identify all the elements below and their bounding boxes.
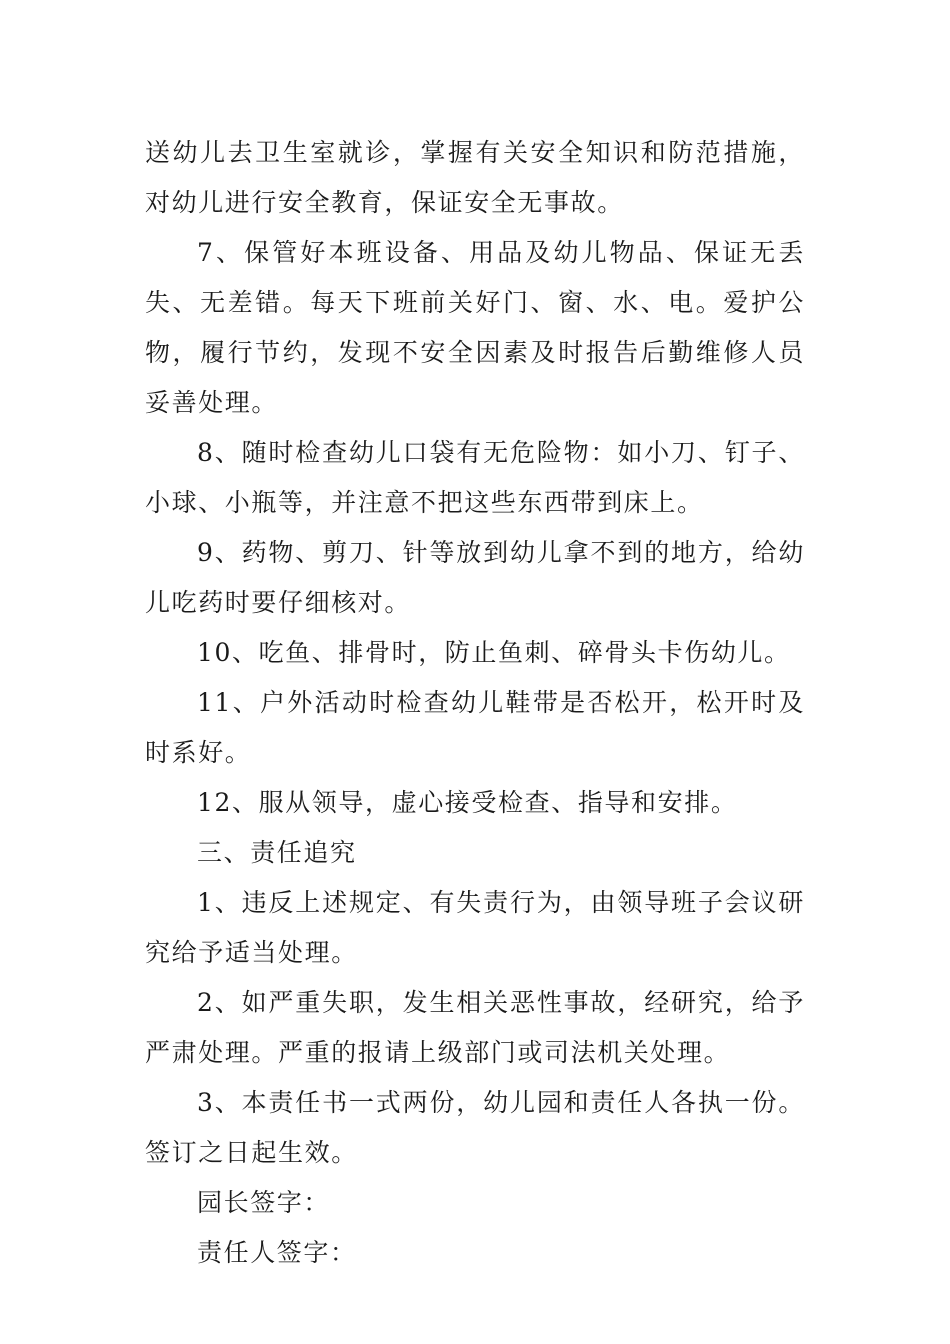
clause-7: 7、保管好本班设备、用品及幼儿物品、保证无丢失、无差错。每天下班前关好门、窗、水、电。爱护公物，履行节约，发现不安全因素及时报告后勤维修人员妥善处理。	[145, 238, 805, 417]
liability-clause-3: 3、本责任书一式两份，幼儿园和责任人各执一份。签订之日起生效。	[145, 1088, 805, 1167]
liability-clause-2: 2、如严重失职，发生相关恶性事故，经研究，给予严肃处理。严重的报请上级部门或司法机关处理。	[145, 988, 805, 1067]
clause-8: 8、随时检查幼儿口袋有无危险物：如小刀、钉子、小球、小瓶等，并注意不把这些东西带到床上。	[145, 438, 805, 517]
clause-11: 11、户外活动时检查幼儿鞋带是否松开，松开时及时系好。	[145, 688, 805, 767]
liability-clause-1: 1、违反上述规定、有失责行为，由领导班子会议研究给予适当处理。	[145, 888, 805, 967]
document-body	[145, 128, 805, 1278]
clause-9: 9、药物、剪刀、针等放到幼儿拿不到的地方，给幼儿吃药时要仔细核对。	[145, 538, 805, 617]
section-heading-liability: 三、责任追究	[197, 838, 357, 867]
paragraph-continuation: 送幼儿去卫生室就诊，掌握有关安全知识和防范措施，对幼儿进行安全教育，保证安全无事故。	[145, 138, 805, 217]
responsible-person-signature-line: 责任人签字：	[197, 1238, 357, 1267]
clause-12: 12、服从领导，虚心接受检查、指导和安排。	[197, 788, 738, 817]
director-signature-line: 园长签字：	[197, 1188, 331, 1217]
clause-10: 10、吃鱼、排骨时，防止鱼刺、碎骨头卡伤幼儿。	[197, 638, 791, 667]
